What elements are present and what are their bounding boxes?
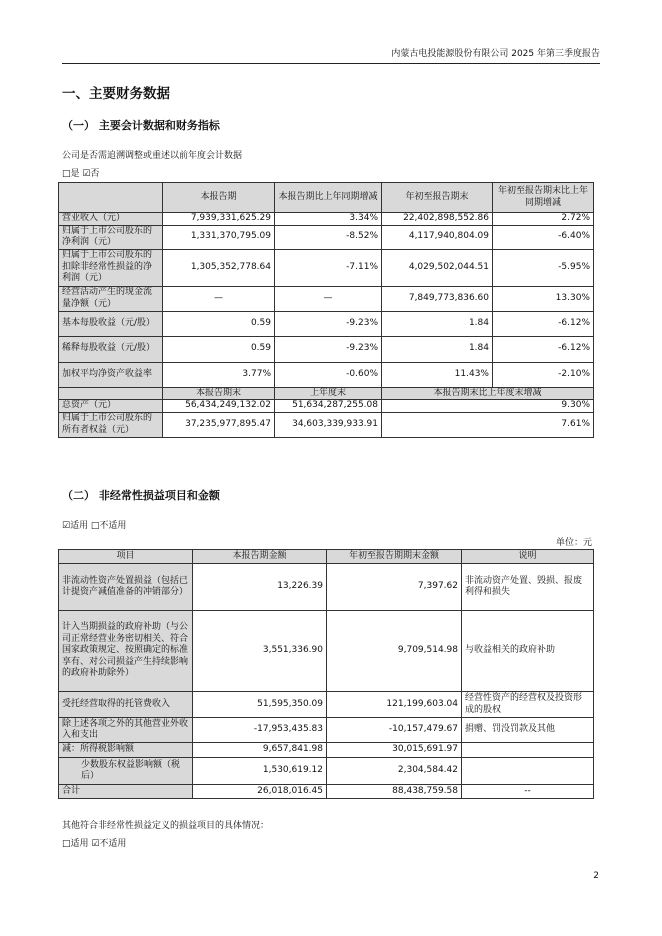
table-cell: 3,551,336.90	[193, 611, 327, 692]
row-label: 少数股东权益影响额（税后）	[59, 758, 193, 785]
table-cell: 34,603,339,933.91	[275, 412, 382, 437]
table-cell	[462, 743, 594, 758]
table-row	[59, 311, 594, 336]
table-cell: 9.30%	[382, 400, 594, 413]
row-label: 减：所得税影响额	[59, 743, 193, 758]
table-cell: -5.95%	[493, 249, 594, 286]
table-row	[59, 400, 594, 413]
financial-indicators-table	[58, 182, 594, 438]
row-label: 基本每股收益（元/股）	[59, 311, 163, 336]
table-cell: 56,434,249,132.02	[163, 400, 275, 413]
table-header-cell: 本报告期末比上年度末增减	[382, 387, 594, 400]
table-header-cell: 本报告期末	[163, 387, 275, 400]
row-label: 合计	[59, 785, 193, 799]
table-row	[59, 225, 594, 249]
table-cell: -9.23%	[275, 336, 382, 362]
table-cell: -17,953,435.83	[193, 718, 327, 743]
table-row	[59, 362, 594, 387]
table-cell: 3.34%	[275, 213, 382, 226]
table-cell: -8.52%	[275, 225, 382, 249]
table-cell: 13,226.39	[193, 564, 327, 611]
table-row	[59, 286, 594, 311]
table-cell: —	[275, 286, 382, 311]
table-cell: 7.61%	[382, 412, 594, 437]
row-label: 归属于上市公司股东的扣除非经常性损益的净利润（元）	[59, 249, 163, 286]
table-cell: 1,530,619.12	[193, 758, 327, 785]
row-label: 非流动性资产处置损益（包括已计提资产减值准备的冲销部分）	[59, 564, 193, 611]
table-header-row	[59, 550, 594, 564]
table-row	[59, 718, 594, 743]
table-cell: -7.11%	[275, 249, 382, 286]
table-cell: 7,939,331,625.29	[163, 213, 275, 226]
table-header-cell: 年初至报告期末	[382, 183, 493, 213]
table-cell: -10,157,479.67	[327, 718, 462, 743]
table-cell: 88,438,759.58	[327, 785, 462, 799]
report-header-title: 内蒙古电投能源股份有限公司 2025 年第三季度报告	[391, 49, 600, 59]
table-cell: 22,402,898,552.86	[382, 213, 493, 226]
unit-label: 单位：元	[555, 538, 592, 548]
table-header-cell: 本报告期比上年同期增减	[275, 183, 382, 213]
table-cell: 121,199,603.04	[327, 692, 462, 718]
page-number: 2	[593, 871, 599, 881]
table-cell: 0.59	[163, 311, 275, 336]
table-cell: 1,331,370,795.09	[163, 225, 275, 249]
table-cell: 经营性资产的经营权及投资形成的股权	[462, 692, 594, 718]
table-cell	[462, 758, 594, 785]
row-label: 稀释每股收益（元/股）	[59, 336, 163, 362]
table-cell: 51,634,287,255.08	[275, 400, 382, 413]
table-cell: -6.40%	[493, 225, 594, 249]
table-cell: -6.12%	[493, 311, 594, 336]
table-header-cell: 上年度末	[275, 387, 382, 400]
table-cell: —	[163, 286, 275, 311]
table-cell: 2,304,584.42	[327, 758, 462, 785]
table-cell: 4,029,502,044.51	[382, 249, 493, 286]
table-cell: 1,305,352,778.64	[163, 249, 275, 286]
subsection-title-accounting-data: （一） 主要会计数据和财务指标	[62, 119, 220, 132]
row-label: 受托经营取得的托管费收入	[59, 692, 193, 718]
table-cell: -9.23%	[275, 311, 382, 336]
table-header-cell	[59, 183, 163, 213]
table-header-cell	[59, 387, 163, 400]
table-cell: -2.10%	[493, 362, 594, 387]
header-divider	[62, 63, 600, 64]
table-cell: 2.72%	[493, 213, 594, 226]
row-label: 除上述各项之外的其他营业外收入和支出	[59, 718, 193, 743]
section-title-financial-data: 一、主要财务数据	[62, 86, 170, 102]
table-row	[59, 412, 594, 437]
table-cell: 7,397.62	[327, 564, 462, 611]
row-label: 计入当期损益的政府补助（与公司正常经营业务密切相关、符合国家政策规定、按照确定的标准享有、对公司损益产生持续影响的政府补助除外）	[59, 611, 193, 692]
row-label: 经营活动产生的现金流量净额（元）	[59, 286, 163, 311]
table-header-cell: 本报告期	[163, 183, 275, 213]
row-label: 营业收入（元）	[59, 213, 163, 226]
table-cell: 非流动资产处置、毁损、报废利得和损失	[462, 564, 594, 611]
nonrecurring-items-table	[58, 549, 594, 799]
table-cell: 51,595,350.09	[193, 692, 327, 718]
table-header-cell: 年初至报告期期末金额	[327, 550, 462, 564]
table-cell: 9,709,514.98	[327, 611, 462, 692]
table-cell: 4,117,940,804.09	[382, 225, 493, 249]
table-cell: 1.84	[382, 311, 493, 336]
table-header-cell: 本报告期金额	[193, 550, 327, 564]
table-cell: --	[462, 785, 594, 799]
table-row	[59, 213, 594, 226]
table-cell: 9,657,841.98	[193, 743, 327, 758]
table-header-row	[59, 183, 594, 213]
table-cell: 7,849,773,836.60	[382, 286, 493, 311]
other-items-choice: □适用 ☑不适用	[62, 839, 127, 849]
row-label: 归属于上市公司股东的所有者权益（元）	[59, 412, 163, 437]
table-header-cell: 年初至报告期末比上年同期增减	[493, 183, 594, 213]
table-cell: 37,235,977,895.47	[163, 412, 275, 437]
table-cell: 1.84	[382, 336, 493, 362]
table-subheader-row	[59, 387, 594, 400]
table-cell: 11.43%	[382, 362, 493, 387]
table-total-row	[59, 785, 594, 799]
row-label: 归属于上市公司股东的净利润（元）	[59, 225, 163, 249]
restate-question: 公司是否需追溯调整或重述以前年度会计数据	[62, 151, 243, 161]
table-cell: 13.30%	[493, 286, 594, 311]
table-row	[59, 758, 594, 785]
table-row	[59, 743, 594, 758]
applicable-choice: ☑适用 □不适用	[62, 521, 127, 531]
table-cell: 3.77%	[163, 362, 275, 387]
table-cell: 与收益相关的政府补助	[462, 611, 594, 692]
table-row	[59, 249, 594, 286]
table-header-cell: 说明	[462, 550, 594, 564]
restate-choice: □是 ☑否	[62, 169, 100, 179]
table-row	[59, 611, 594, 692]
subsection-title-nonrecurring: （二） 非经常性损益项目和金额	[62, 489, 220, 502]
table-row	[59, 336, 594, 362]
row-label: 加权平均净资产收益率	[59, 362, 163, 387]
table-row	[59, 564, 594, 611]
table-cell: 捐赠、罚没罚款及其他	[462, 718, 594, 743]
table-cell: -0.60%	[275, 362, 382, 387]
table-cell: -6.12%	[493, 336, 594, 362]
table-row	[59, 692, 594, 718]
row-label: 总资产（元）	[59, 400, 163, 413]
table-header-cell: 项目	[59, 550, 193, 564]
table-cell: 26,018,016.45	[193, 785, 327, 799]
table-cell: 30,015,691.97	[327, 743, 462, 758]
table-cell: 0.59	[163, 336, 275, 362]
other-items-note: 其他符合非经常性损益定义的损益项目的具体情况：	[62, 821, 270, 831]
